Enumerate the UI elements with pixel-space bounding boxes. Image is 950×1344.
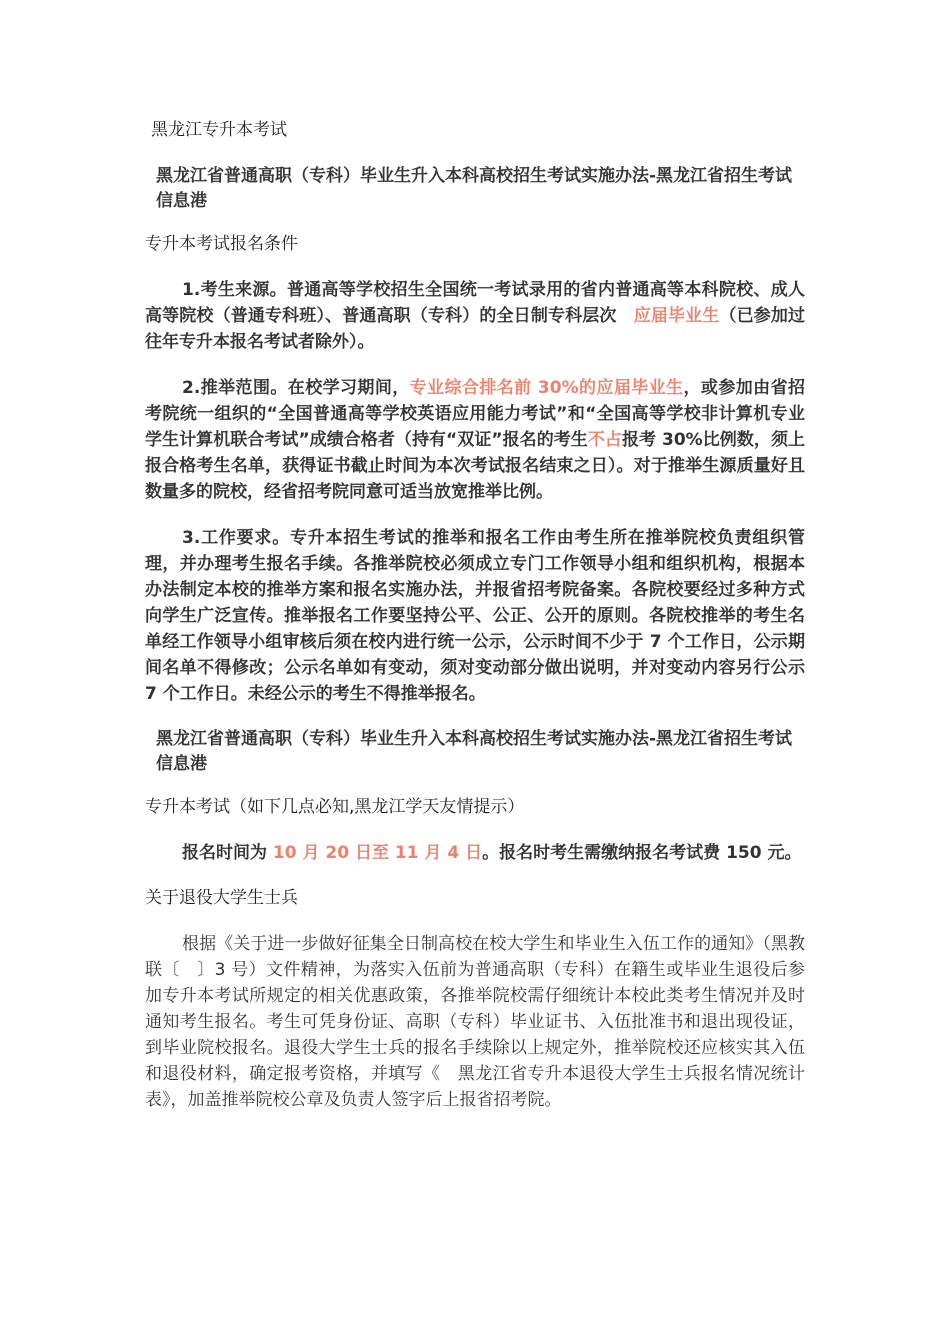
highlight-text: 不占 [587,430,622,450]
paragraph-candidate-source [145,277,805,355]
highlight-text: 专业综合排名前 30%的应届毕业生 [409,378,684,398]
paragraph-text: 报考 30%比例数，须上报合格考生名单，获得证书截止时间为本次考试报名结束之日）。对于推举生源质量好且数量多的院校，经省招考院同意可适当放宽推举比例。 [145,430,806,502]
paragraph-recommendation-scope [145,375,805,505]
section-title-registration-conditions: 专升本考试报名条件 [145,234,298,254]
highlight-text: 应届毕业生 [633,306,720,326]
paragraph-text: 1.考生来源。普通高等学校招生全国统一考试录用的省内普通高等本科院校、成人高等院校（普通专科班）、普通高职（专科）的全日制专科层次 [145,280,805,326]
section-title-must-know: 专升本考试（如下几点必知,黑龙江学天友情提示） [145,797,525,817]
paragraph-text: 。报名时考生需缴纳报名考试费 150 元。 [482,843,802,863]
paragraph-registration-time [145,840,805,866]
article-heading: 黑龙江省普通高职（专科）毕业生升入本科高校招生考试实施办法-黑龙江省招生考试信息港 [156,166,793,211]
paragraph-veterans-policy: 根据《关于进一步做好征集全日制高校在校大学生和毕业生入伍工作的通知》（黑教联〔 〕3 号）文件精神，为落实入伍前为普通高职（专科）在籍生或毕业生退役后参加专升本考试所规定的相关优惠政策，各推举院校需仔细统计本校此类考生情况并及时通知考生报名。考生可凭身份证、高职（专科）毕业证书、入伍批准书和退出现役证，到毕业院校报名。退役大学生士兵的报名手续除以上规定外，推举院校还应核实其入伍和退役材料，确定报考资格，并填写《 黑龙江省专升本退役大学生士兵报名情况统计表》，加盖推举院校公章及负责人签字后上报省招考院。 [145,934,805,1110]
document-page [145,118,805,1133]
document-title: 黑龙江专升本考试 [151,120,287,140]
paragraph-text: 2.推举范围。在校学习期间， [182,378,410,398]
paragraph-work-requirements: 3.工作要求。专升本招生考试的推举和报名工作由考生所在推举院校负责组织管理，并办理考生报名手续。各推举院校必须成立专门工作领导小组和组织机构，根据本办法制定本校的推举方案和报名实施办法，并报省招考院备案。各院校要经过多种方式向学生广泛宣传。推举报名工作要坚持公平、公正、公开的原则。各院校推举的考生名单经工作领导小组审核后须在校内进行统一公示，公示时间不少于 7 个工作日，公示期间名单不得修改；公示名单如有变动，须对变动部分做出说明，并对变动内容另行公示 7 个工作日。未经公示的考生不得推举报名。 [145,528,805,704]
highlight-date: 10 月 20 日至 11 月 4 日 [272,843,483,863]
section-title-veterans: 关于退役大学生士兵 [145,888,298,908]
paragraph-text: ，或参加由省招考院统一组织的“全国普通高等学校英语应用能力考试”和“全国高等学校非计算机专业学生计算机联合考试”成绩合格者（持有“双证”报名的考生 [145,378,806,450]
paragraph-text: 报名时间为 [182,843,273,863]
article-heading-repeat: 黑龙江省普通高职（专科）毕业生升入本科高校招生考试实施办法-黑龙江省招生考试信息港 [156,729,793,774]
paragraph-text: （已参加过往年专升本报名考试者除外）。 [145,306,806,352]
